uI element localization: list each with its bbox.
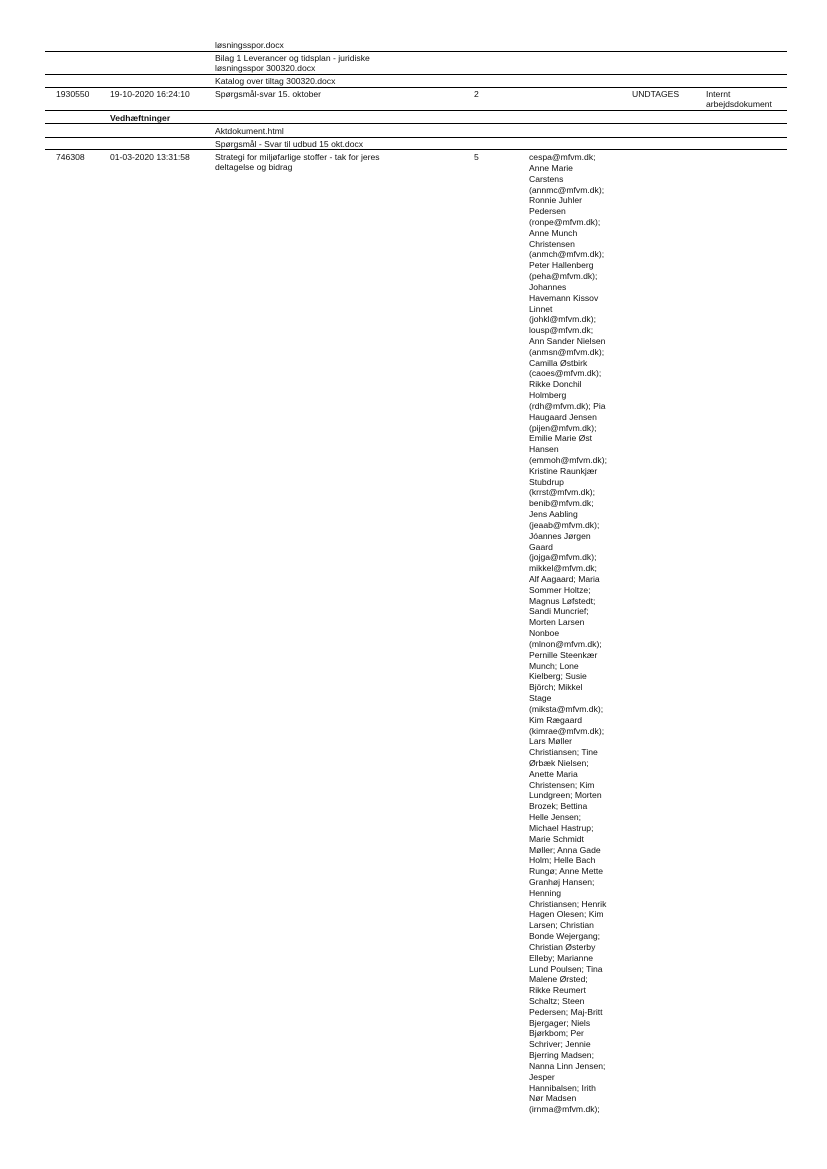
recipient-line: (rdh@mfvm.dk); Pia: [529, 400, 606, 411]
recipient-line: Bjerring Madsen;: [529, 1050, 594, 1061]
recipient-line: (krrst@mfvm.dk);: [529, 487, 596, 498]
recipient-line: Pernille Steenkær: [529, 649, 598, 660]
attachment-filename: Bilag 1 Leverancer og tidsplan - juridiske: [215, 53, 370, 63]
recipient-line: (annmc@mfvm.dk);: [529, 184, 605, 195]
record-title: deltagelse og bidrag: [215, 162, 293, 172]
row-divider: [45, 74, 787, 75]
recipient-line: Peter Hallenberg: [529, 260, 594, 271]
recipient-line: Pedersen: [529, 206, 566, 217]
recipient-line: Nør Madsen: [529, 1093, 577, 1104]
recipient-line: Carstens: [529, 173, 564, 184]
recipient-line: Kim Rægaard: [529, 714, 583, 725]
recipient-line: (anmch@mfvm.dk);: [529, 249, 605, 260]
recipient-line: Pedersen; Maj-Britt: [529, 1006, 603, 1017]
recipient-line: Kristine Raunkjær: [529, 465, 598, 476]
recipient-line: (pijen@mfvm.dk);: [529, 422, 597, 433]
recipient-line: Bjergager; Niels: [529, 1017, 591, 1028]
recipient-line: Kielberg; Susie: [529, 671, 587, 682]
recipient-line: Lars Møller: [529, 736, 572, 747]
recipient-line: lousp@mfvm.dk;: [529, 325, 594, 336]
recipient-line: (peha@mfvm.dk);: [529, 271, 598, 281]
record-datetime: 19-10-2020 16:24:10: [110, 89, 190, 99]
recipient-line: Larsen; Christian: [529, 920, 594, 931]
recipient-line: Nanna Linn Jensen;: [529, 1060, 606, 1071]
recipient-line: Brozek; Bettina: [529, 801, 588, 812]
recipient-line: Stage: [529, 693, 552, 703]
row-divider: [45, 149, 787, 150]
record-id: 1930550: [56, 89, 90, 99]
recipient-line: Henning: [529, 887, 562, 898]
row-divider: [45, 137, 787, 138]
recipient-line: Christensen; Kim: [529, 779, 595, 790]
attachment-filename: løsningsspor.docx: [215, 40, 284, 50]
recipient-line: (irnma@mfvm.dk);: [529, 1104, 600, 1115]
recipient-line: Nonboe: [529, 628, 560, 639]
row-divider: [45, 51, 787, 52]
recipient-line: Christiansen; Tine: [529, 747, 598, 758]
recipient-line: Holmberg: [529, 390, 567, 400]
recipient-line: Ann Sander Nielsen: [529, 335, 606, 346]
recipient-line: Helle Jensen;: [529, 812, 582, 822]
recipient-line: (anmsn@mfvm.dk);: [529, 346, 605, 357]
recipient-line: Haugaard Jensen: [529, 411, 597, 422]
recipient-line: (johkl@mfvm.dk);: [529, 314, 596, 325]
recipient-line: Emilie Marie Øst: [529, 433, 593, 444]
recipient-line: cespa@mfvm.dk;: [529, 152, 596, 162]
recipient-line: Bjørkbom; Per: [529, 1028, 584, 1039]
recipient-line: Rungø; Anne Mette: [529, 866, 604, 877]
record-count: 5: [474, 152, 479, 162]
recipient-line: Anette Maria: [529, 768, 578, 779]
recipient-line: Ronnie Juhler: [529, 195, 583, 206]
row-divider: [45, 87, 787, 88]
recipient-line: Granhøj Hansen;: [529, 876, 595, 887]
row-divider: [45, 123, 787, 124]
recipient-line: Björch; Mikkel: [529, 682, 583, 693]
recipient-line: Hannibalsen; Irith: [529, 1082, 596, 1093]
attachments-heading: Vedhæftninger: [110, 113, 171, 123]
recipient-line: Holm; Helle Bach: [529, 855, 596, 866]
record-id: 746308: [56, 152, 85, 162]
recipient-line: Elleby; Marianne: [529, 952, 594, 963]
record-title: Spørgsmål-svar 15. oktober: [215, 89, 322, 99]
recipient-line: Havemann Kissov: [529, 292, 599, 303]
attachment-filename: Spørgsmål - Svar til udbud 15 okt.docx: [215, 139, 364, 149]
recipient-line: Rikke Reumert: [529, 985, 586, 996]
attachment-filename: Katalog over tiltag 300320.docx: [215, 76, 336, 86]
recipient-line: benib@mfvm.dk;: [529, 498, 594, 509]
recipient-line: (caoes@mfvm.dk);: [529, 368, 602, 379]
recipient-line: Malene Ørsted;: [529, 974, 588, 985]
record-title: Strategi for miljøfarlige stoffer - tak for jeres: [215, 152, 380, 162]
recipient-line: Morten Larsen: [529, 617, 585, 628]
recipient-line: (miksta@mfvm.dk);: [529, 703, 604, 714]
recipient-line: Anne Marie: [529, 162, 573, 173]
recipient-line: Sommer Holtze;: [529, 584, 591, 595]
recipient-line: Jóannes Jørgen: [529, 530, 591, 541]
recipient-line: Rikke Donchil: [529, 379, 582, 390]
recipient-line: Anne Munch: [529, 227, 578, 238]
recipient-line: Alf Aagaard; Maria: [529, 574, 600, 584]
record-status: UNDTAGES: [632, 89, 680, 99]
record-datetime: 01-03-2020 13:31:58: [110, 152, 190, 162]
recipient-line: Lundgreen; Morten: [529, 790, 602, 801]
recipient-line: Marie Schmidt: [529, 833, 584, 844]
record-note: Internt: [706, 89, 731, 99]
attachment-filename: Aktdokument.html: [215, 126, 284, 136]
recipient-line: Bonde Wejergang;: [529, 931, 601, 941]
recipient-line: (emmoh@mfvm.dk);: [529, 455, 607, 465]
recipient-line: Christian Østerby: [529, 941, 596, 952]
recipient-line: Jens Aabling: [529, 509, 578, 520]
recipient-line: Schriver; Jennie: [529, 1039, 591, 1050]
recipient-line: (kimrae@mfvm.dk);: [529, 725, 605, 736]
recipient-line: Hansen: [529, 444, 559, 455]
recipient-line: Magnus Løfstedt;: [529, 595, 596, 606]
recipient-line: Jesper: [529, 1071, 555, 1082]
record-note: arbejdsdokument: [706, 99, 772, 109]
recipient-line: Lund Poulsen; Tina: [529, 963, 603, 974]
recipient-line: Michael Hastrup;: [529, 822, 594, 833]
recipient-line: mikkel@mfvm.dk;: [529, 563, 597, 574]
recipient-line: Gaard: [529, 541, 553, 552]
recipient-line: Camilla Østbirk: [529, 357, 588, 368]
recipient-line: (jeaab@mfvm.dk);: [529, 519, 600, 530]
recipient-line: Ørbæk Nielsen;: [529, 757, 589, 768]
recipient-line: Hagen Olesen; Kim: [529, 909, 604, 920]
recipient-line: (jojga@mfvm.dk);: [529, 552, 597, 563]
recipient-line: Munch; Lone: [529, 660, 579, 671]
recipient-line: Johannes: [529, 281, 567, 292]
recipient-line: Christensen: [529, 238, 575, 249]
record-count: 2: [474, 89, 479, 99]
recipient-line: Møller; Anna Gade: [529, 844, 601, 855]
recipient-line: (ronpe@mfvm.dk);: [529, 216, 601, 227]
recipient-line: Christiansen; Henrik: [529, 898, 607, 909]
recipient-line: Schaltz; Steen: [529, 996, 585, 1006]
recipient-line: (mlnon@mfvm.dk);: [529, 638, 602, 649]
row-divider: [45, 110, 787, 111]
recipient-line: Linnet: [529, 303, 553, 314]
recipient-line: Stubdrup: [529, 476, 564, 487]
attachment-filename: løsningsspor 300320.docx: [215, 63, 316, 73]
recipient-line: Sandi Muncrief;: [529, 606, 589, 617]
